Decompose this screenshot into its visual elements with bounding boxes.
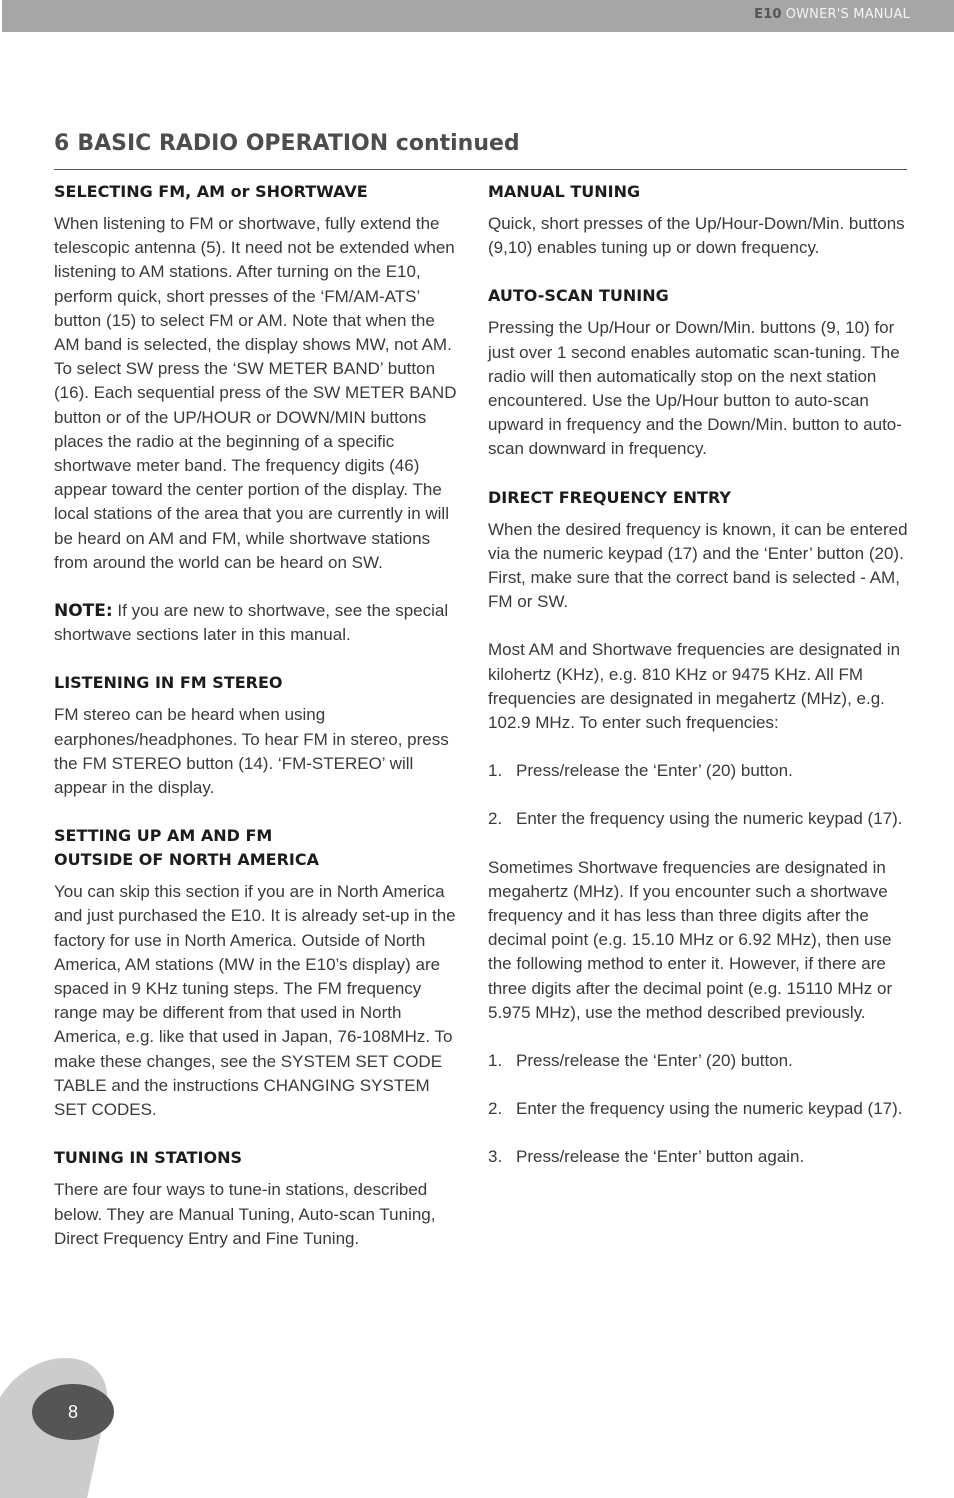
header-bar <box>2 0 954 32</box>
list-item <box>488 807 908 831</box>
list-text: Press/release the ‘Enter’ (20) button. <box>516 1051 793 1071</box>
list-item <box>488 1145 908 1169</box>
header-manual-label: OWNER'S MANUAL <box>785 7 910 22</box>
list-item <box>488 1049 908 1073</box>
note-text: If you are new to shortwave, see the special shortwave sections later in this manual. <box>54 601 449 645</box>
header-brand <box>754 7 910 22</box>
heading-fm-stereo: LISTENING IN FM STEREO <box>54 673 283 693</box>
heading-selecting-bands: SELECTING FM, AM or SHORTWAVE <box>54 182 368 201</box>
page-number: 8 <box>67 1402 78 1422</box>
paragraph-direct-entry-2: Most AM and Shortwave frequencies are designated in kilohertz (KHz), e.g. 810 KHz or 9475 KHz. All FM frequencies are designated in megahertz (MHz), e.g. 102.9 MHz. To enter such frequencies: <box>488 640 901 733</box>
list-item <box>488 759 908 783</box>
heading-direct-entry: DIRECT FREQUENCY ENTRY <box>488 487 731 507</box>
note-label: NOTE: <box>54 601 113 622</box>
list-text: Press/release the ‘Enter’ button again. <box>516 1147 805 1167</box>
list-marker: 3. <box>488 1147 503 1167</box>
list-text: Enter the frequency using the numeric keypad (17). <box>516 1099 903 1119</box>
paragraph-direct-entry-3: Sometimes Shortwave frequencies are designated in megahertz (MHz). If you encounter such a shortwave frequency and it has less than three digits after the decimal point (e.g. 15.10 MHz or 6.92 MHz), then use the following method to enter it. However, if there are three digits after the decimal point (e.g. 15110 MHz or 5.975 MHz), use the method described previously. <box>488 857 893 1022</box>
paragraph-auto-scan: Pressing the Up/Hour or Down/Min. buttons (9, 10) for just over 1 second enables automatic scan-tuning. The radio will then automatically stop on the next station encountered. Use the Up/Hour button to auto-scan upward in frequency and the Down/Min. button to auto-scan downward in frequency. <box>488 318 902 459</box>
paragraph-tuning-stations: There are four ways to tune-in stations, described below. They are Manual Tuning, Auto-scan Tuning, Direct Frequency Entry and Fine Tuning. <box>54 1180 436 1248</box>
list-item <box>488 1097 908 1121</box>
header-model: E10 <box>754 7 782 22</box>
paragraph-direct-entry-1: When the desired frequency is known, it can be entered via the numeric keypad (17) and the ‘Enter’ button (20). First, make sure that the correct band is selected - AM, FM or SW. <box>488 519 908 612</box>
paragraph-fm-stereo: FM stereo can be heard when using earphones/headphones. To hear FM in stereo, press the FM STEREO button (14). ‘FM-STEREO’ will appear in the display. <box>54 705 449 798</box>
list-text: Press/release the ‘Enter’ (20) button. <box>516 761 793 781</box>
section-title-text: BASIC RADIO OPERATION continued <box>77 131 520 156</box>
paragraph-setup-outside-na: You can skip this section if you are in North America and just purchased the E10. It is already set-up in the factory for use in North America. Outside of North America, AM stations (MW in the E10’s display) are spaced in 9 KHz tuning steps. The FM frequency range may be different from that used in North America, e.g. like that used in Japan, 76-108MHz. To make these changes, see the SYSTEM SET CODE TABLE and the instructions CHANGING SYSTEM SET CODES. <box>54 882 456 1120</box>
list-marker: 1. <box>488 1051 503 1071</box>
section-number: 6 <box>54 131 70 156</box>
section-divider <box>54 169 907 170</box>
list-marker: 2. <box>488 1099 503 1119</box>
paragraph-manual-tuning: Quick, short presses of the Up/Hour-Down/Min. buttons (9,10) enables tuning up or down frequency. <box>488 214 905 258</box>
list-marker: 1. <box>488 761 503 781</box>
heading-setup-line2: OUTSIDE OF NORTH AMERICA <box>54 850 319 870</box>
section-title <box>54 131 520 156</box>
heading-setup-line1: SETTING UP AM AND FM <box>54 826 273 846</box>
note-paragraph <box>54 599 464 647</box>
list-text: Enter the frequency using the numeric keypad (17). <box>516 809 903 829</box>
heading-manual-tuning: MANUAL TUNING <box>488 182 641 201</box>
list-marker: 2. <box>488 809 503 829</box>
left-column <box>54 180 464 1275</box>
paragraph-selecting-bands: When listening to FM or shortwave, fully extend the telescopic antenna (5). It need not be extended when listening to AM stations. After turning on the E10, perform quick, short presses of the ‘FM/AM-ATS’ button (15) to select FM or AM. Note that when the AM band is selected, the display shows MW, not AM. To select SW press the ‘SW METER BAND’ button (16). Each sequential press of the SW METER BAND button or of the UP/HOUR or DOWN/MIN buttons places the radio at the beginning of a specific shortwave meter band. The frequency digits (46) appear toward the center portion of the display. The local stations of the area that you are currently in will be heard on AM and FM, while shortwave stations from around the world can be heard on SW. <box>54 214 457 572</box>
heading-tuning-stations: TUNING IN STATIONS <box>54 1148 242 1168</box>
heading-auto-scan: AUTO-SCAN TUNING <box>488 286 669 306</box>
right-column <box>488 180 908 1194</box>
heading-setup-outside-na <box>54 824 464 872</box>
